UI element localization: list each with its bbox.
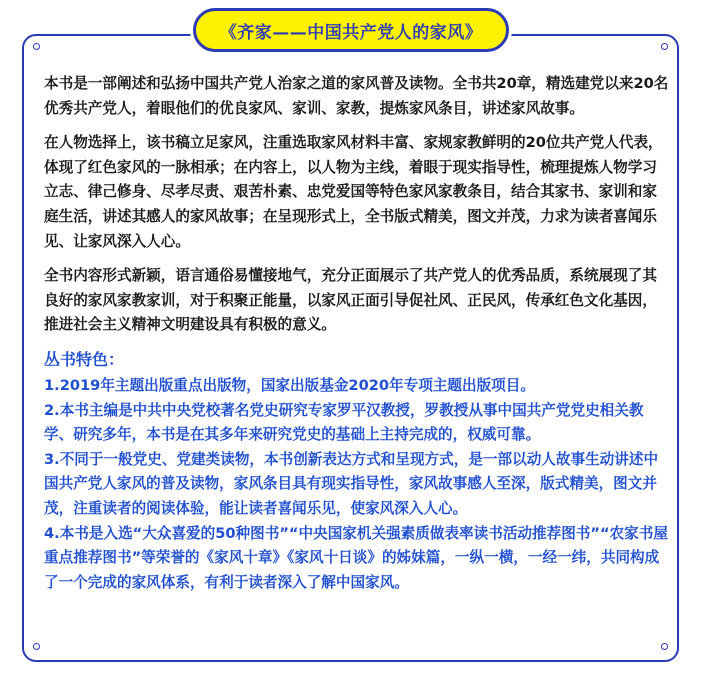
feature-item: 3.不同于一般党史、党建类读物，本书创新表达方式和呈现方式，是一部以动人故事生动讲述中国共产党人家风的普及读物，家风条目具有现实指导性，家风故事感人至深，版式精美，图文并茂，注重读者的阅读体验，能让读者喜闻乐见，使家风深入人心。 xyxy=(44,450,659,517)
title-badge xyxy=(193,8,509,52)
features-section xyxy=(44,348,670,595)
feature-item: 2.本书主编是中共中央党校著名党史研究专家罗平汉教授，罗教授从事中国共产党党史相关教学、研究多年，本书是在其多年来研究党史的基础上主持完成的，权威可靠。 xyxy=(44,401,644,444)
corner-dot-icon xyxy=(661,643,668,650)
main-content xyxy=(44,72,670,595)
features-title: 丛书特色： xyxy=(44,349,125,369)
corner-dot-icon xyxy=(33,643,40,650)
feature-item: 1.2019年主题出版重点出版物，国家出版基金2020年专项主题出版项目。 xyxy=(44,376,535,394)
intro-paragraph: 全书内容形式新颖，语言通俗易懂接地气，充分正面展示了共产党人的优秀品质，系统展现了其良好的家风家教家训，对于积聚正能量，以家风正面引导促社风、正民风，传承红色文化基因，推进社会主义精神文明建设具有积极的意义。 xyxy=(44,267,657,334)
feature-item: 4.本书是入选“大众喜爱的50种图书”“中央国家机关强素质做表率读书活动推荐图书”“农家书屋重点推荐图书”等荣誉的《家风十章》《家风十日谈》的姊妹篇，一纵一横，一经一纬，共同构成了一个完成的家风体系，有利于读者深入了解中国家风。 xyxy=(44,524,668,591)
corner-dot-icon xyxy=(33,43,40,50)
corner-dot-icon xyxy=(661,43,668,50)
intro-paragraph: 本书是一部阐述和弘扬中国共产党人治家之道的家风普及读物。全书共20章，精选建党以来20名优秀共产党人，着眼他们的优良家风、家训、家教，提炼家风条目，讲述家风故事。 xyxy=(44,75,669,117)
page-title: 《齐家——中国共产党人的家风》 xyxy=(219,22,483,43)
intro-paragraph: 在人物选择上，该书稿立足家风，注重选取家风材料丰富、家规家教鲜明的20位共产党人代表，体现了红色家风的一脉相承；在内容上，以人物为主线，着眼于现实指导性，梳理提炼人物学习立志、律己修身、尽孝尽责、艰苦朴素、忠党爱国等特色家风家教条目，结合其家书、家训和家庭生活，讲述其感人的家风故事；在呈现形式上，全书版式精美，图文并茂，力求为读者喜闻乐见、让家风深入人心。 xyxy=(44,134,663,250)
